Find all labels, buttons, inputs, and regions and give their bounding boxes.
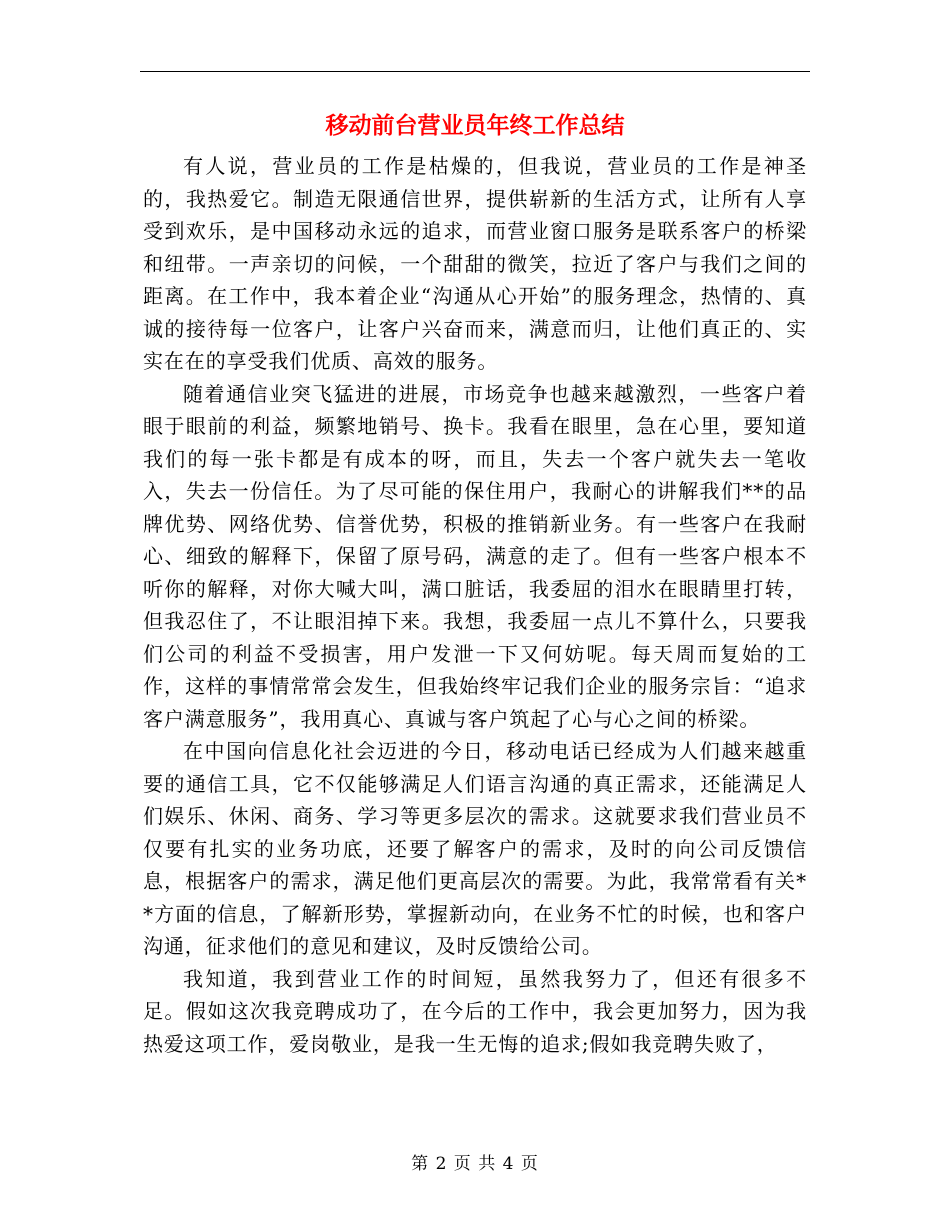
page-number: 第 2 页 共 4 页 [411, 1154, 539, 1174]
document-title: 移动前台营业员年终工作总结 [325, 112, 625, 139]
paragraph-1: 有人说，营业员的工作是枯燥的，但我说，营业员的工作是神圣的，我热爱它。制造无限通信世界，提供崭新的生活方式，让所有人享受到欢乐，是中国移动永远的追求，而营业窗口服务是联系客户的桥梁和纽带。一声亲切的问候，一个甜甜的微笑，拉近了客户与我们之间的距离。在工作中，我本着企业“沟通从心开始”的服务理念，热情的、真诚的接待每一位客户，让客户兴奋而来，满意而归，让他们真正的、实实在在的享受我们优质、高效的服务。 [143, 154, 807, 373]
paragraph-3: 在中国向信息化社会迈进的今日，移动电话已经成为人们越来越重要的通信工具，它不仅能够满足人们语言沟通的真正需求，还能满足人们娱乐、休闲、商务、学习等更多层次的需求。这就要求我们营业员不仅要有扎实的业务功底，还要了解客户的需求，及时的向公司反馈信息，根据客户的需求，满足他们更高层次的需要。为此，我常常看有关**方面的信息，了解新形势，掌握新动向，在业务不忙的时候，也和客户沟通，征求他们的意见和建议，及时反馈给公司。 [143, 739, 807, 958]
document-body [143, 150, 807, 1060]
paragraph-2: 随着通信业突飞猛进的进展，市场竞争也越来越激烈，一些客户着眼于眼前的利益，频繁地销号、换卡。我看在眼里，急在心里，要知道我们的每一张卡都是有成本的呀，而且，失去一个客户就失去一笔收入，失去一份信任。为了尽可能的保住用户，我耐心的讲解我们**的品牌优势、网络优势、信誉优势，积极的推销新业务。有一些客户在我耐心、细致的解释下，保留了原号码，满意的走了。但有一些客户根本不听你的解释，对你大喊大叫，满口脏话，我委屈的泪水在眼睛里打转，但我忍住了，不让眼泪掉下来。我想，我委屈一点儿不算什么，只要我们公司的利益不受损害，用户发泄一下又何妨呢。每天周而复始的工作，这样的事情常常会发生，但我始终牢记我们企业的服务宗旨：“追求客户满意服务”，我用真心、真诚与客户筑起了心与心之间的桥梁。 [143, 381, 807, 731]
header-rule [140, 71, 810, 72]
paragraph-4: 我知道，我到营业工作的时间短，虽然我努力了，但还有很多不足。假如这次我竞聘成功了，在今后的工作中，我会更加努力，因为我热爱这项工作，爱岗敬业，是我一生无悔的追求;假如我竞聘失败了， [143, 966, 807, 1056]
